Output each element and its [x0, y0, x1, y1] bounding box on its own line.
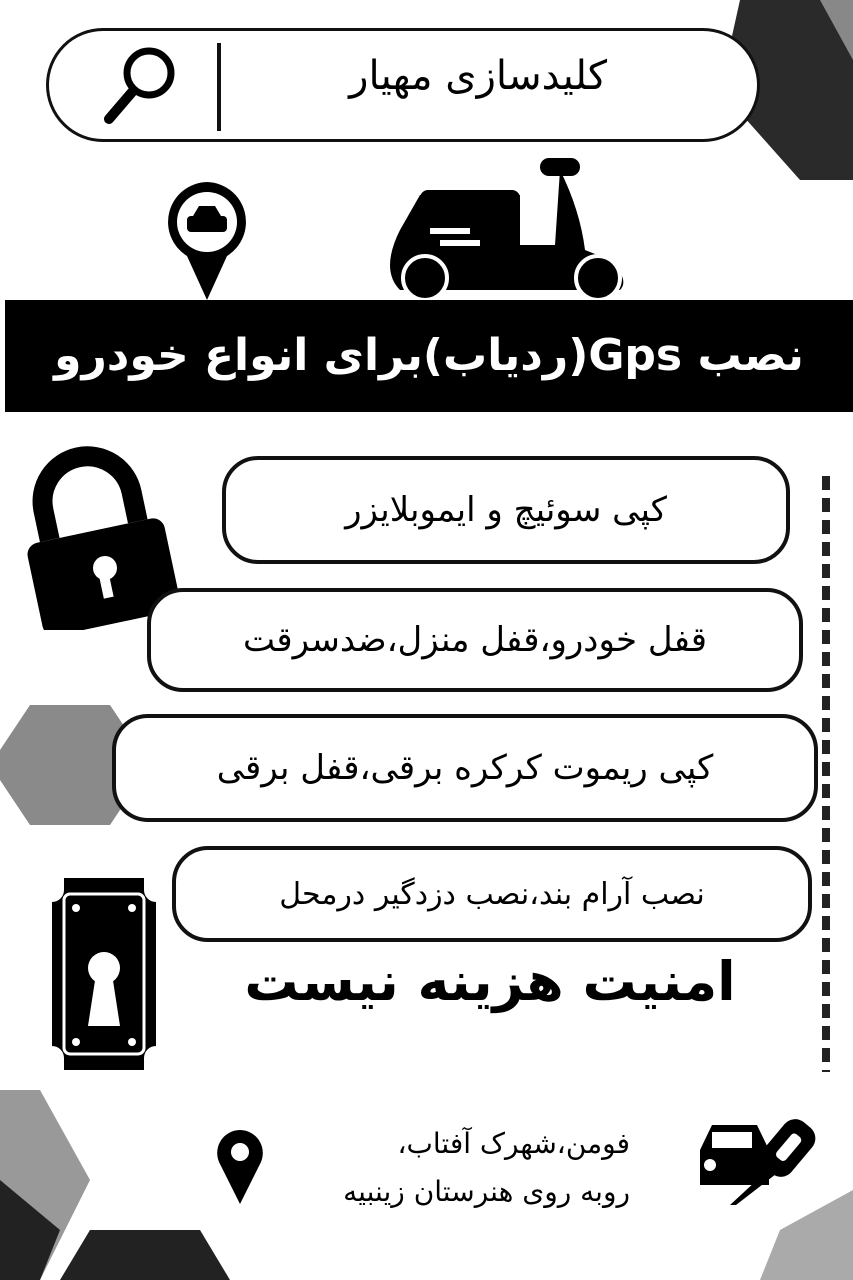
service-item: کپی سوئیچ و ایموبلایزر — [222, 456, 790, 564]
dashed-divider — [822, 476, 830, 1072]
address-line-1: فومن،شهرک آفتاب، — [397, 1127, 630, 1160]
gps-banner: نصب Gps(ردیاب)برای انواع خودرو — [5, 300, 853, 412]
address — [250, 1120, 630, 1216]
car-key-icon — [690, 1110, 820, 1205]
address-line-2: روبه روی هنرستان زینبیه — [343, 1175, 630, 1208]
keyhole-plate-icon — [52, 878, 156, 1070]
search-icon — [101, 41, 181, 127]
service-item: قفل خودرو،قفل منزل،ضدسرقت — [147, 588, 803, 692]
scooter-icon — [380, 150, 640, 305]
service-item: کپی ریموت کرکره برقی،قفل برقی — [112, 714, 818, 822]
service-item: نصب آرام بند،نصب دزدگیر درمحل — [172, 846, 812, 942]
slogan: امنیت هزینه نیست — [244, 950, 736, 1013]
search-bar[interactable] — [46, 28, 760, 142]
business-name: کلیدسازی مهیار — [349, 53, 607, 99]
divider — [217, 43, 221, 131]
car-location-pin-icon — [165, 180, 249, 302]
